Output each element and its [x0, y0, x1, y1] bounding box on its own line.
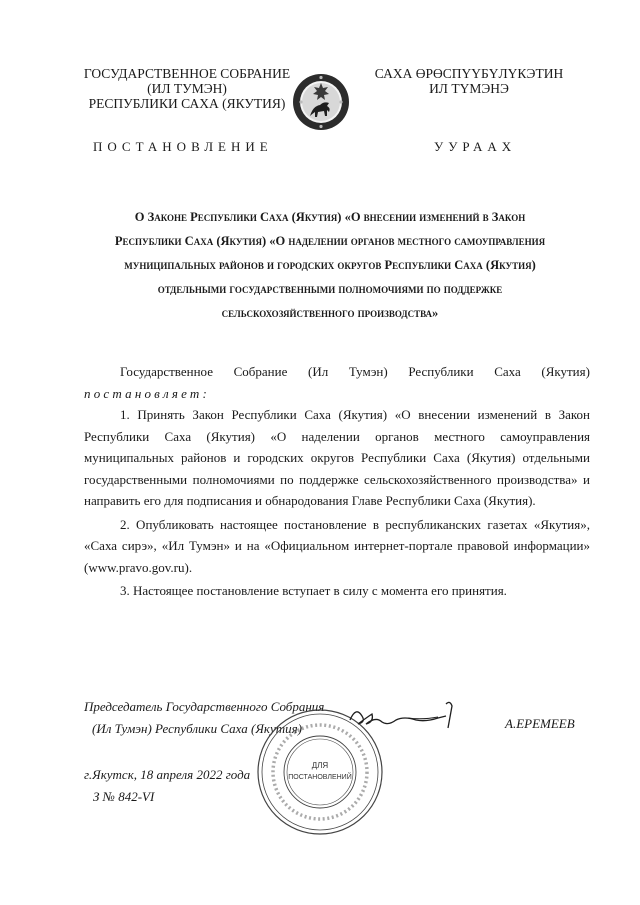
document-title — [80, 205, 580, 325]
intro-word: (Ил — [308, 364, 329, 379]
intro-word: Государственное — [120, 364, 213, 379]
header-left-line: (ИЛ ТУМЭН) — [147, 81, 227, 96]
item-1: 1. Принять Закон Республики Саха (Якутия) «О внесении изменений в Закон Республики Саха (Якутия) «О наделении органов местного самоуправления муниципальных районов и городских округов Республики Саха (Якутия) отдельными государственными полномочиями по поддержке сельскохозяйственного производства» и направить его для подписания и обнародования Главе Республики Саха (Якутия). — [84, 407, 590, 508]
position-line: Председатель Государственного Собрания — [84, 699, 325, 714]
stamp-center-line: ДЛЯ — [311, 761, 329, 770]
header-left-line: ГОСУДАРСТВЕННОЕ СОБРАНИЕ — [83, 66, 291, 81]
republic-emblem-icon — [291, 72, 351, 132]
document-number: З № 842-VI — [93, 789, 155, 804]
title-line: О Законе Республики Саха (Якутия) «О внесении изменений в Закон — [134, 210, 526, 224]
header-left-line: РЕСПУБЛИКИ САХА (ЯКУТИЯ) — [88, 96, 286, 111]
title-line: сельскохозяйственного производства» — [221, 306, 439, 320]
title-line: отдельными государственными полномочиями по поддержке — [157, 282, 503, 296]
item-3: 3. Настоящее постановление вступает в силу с момента его принятия. — [120, 583, 507, 598]
stamp-center-line: ПОСТАНОВЛЕНИЙ — [288, 774, 352, 781]
header-right — [358, 66, 580, 96]
document-body — [84, 361, 590, 602]
handwritten-signature — [348, 698, 468, 736]
title-line: муниципальных районов и городских округов Республики Саха (Якутия) — [124, 258, 536, 272]
intro-line — [84, 361, 590, 383]
signatory-name: А.ЕРЕМЕЕВ — [505, 716, 575, 731]
doc-type-left: ПОСТАНОВЛЕНИЕ — [93, 139, 273, 154]
header-right-line: САХА ӨРӨСПҮҮБҮЛҮКЭТИН — [374, 66, 564, 81]
intro-word: Собрание — [233, 364, 288, 379]
title-line: Республики Саха (Якутия) «О наделении органов местного самоуправления — [114, 234, 546, 248]
intro-word: (Якутия) — [541, 364, 590, 379]
intro-word: Тумэн) — [348, 364, 388, 379]
place-date: г.Якутск, 18 апреля 2022 года — [84, 767, 251, 782]
intro-word: Республики — [408, 364, 474, 379]
decides-text: постановляет: — [84, 385, 211, 401]
position-line: (Ил Тумэн) Республики Саха (Якутия) — [92, 721, 302, 736]
item-2: 2. Опубликовать настоящее постановление в республиканских газетах «Якутия», «Саха сирэ», «Ил Тумэн» и на «Официальном интернет-портале правовой информации» (www.pravo.gov.ru). — [84, 516, 590, 575]
header-right-line: ИЛ ТҮМЭНЭ — [429, 81, 509, 96]
intro-word: Саха — [494, 364, 521, 379]
doc-type-right: УУРААХ — [434, 139, 517, 154]
header-left — [78, 66, 296, 111]
